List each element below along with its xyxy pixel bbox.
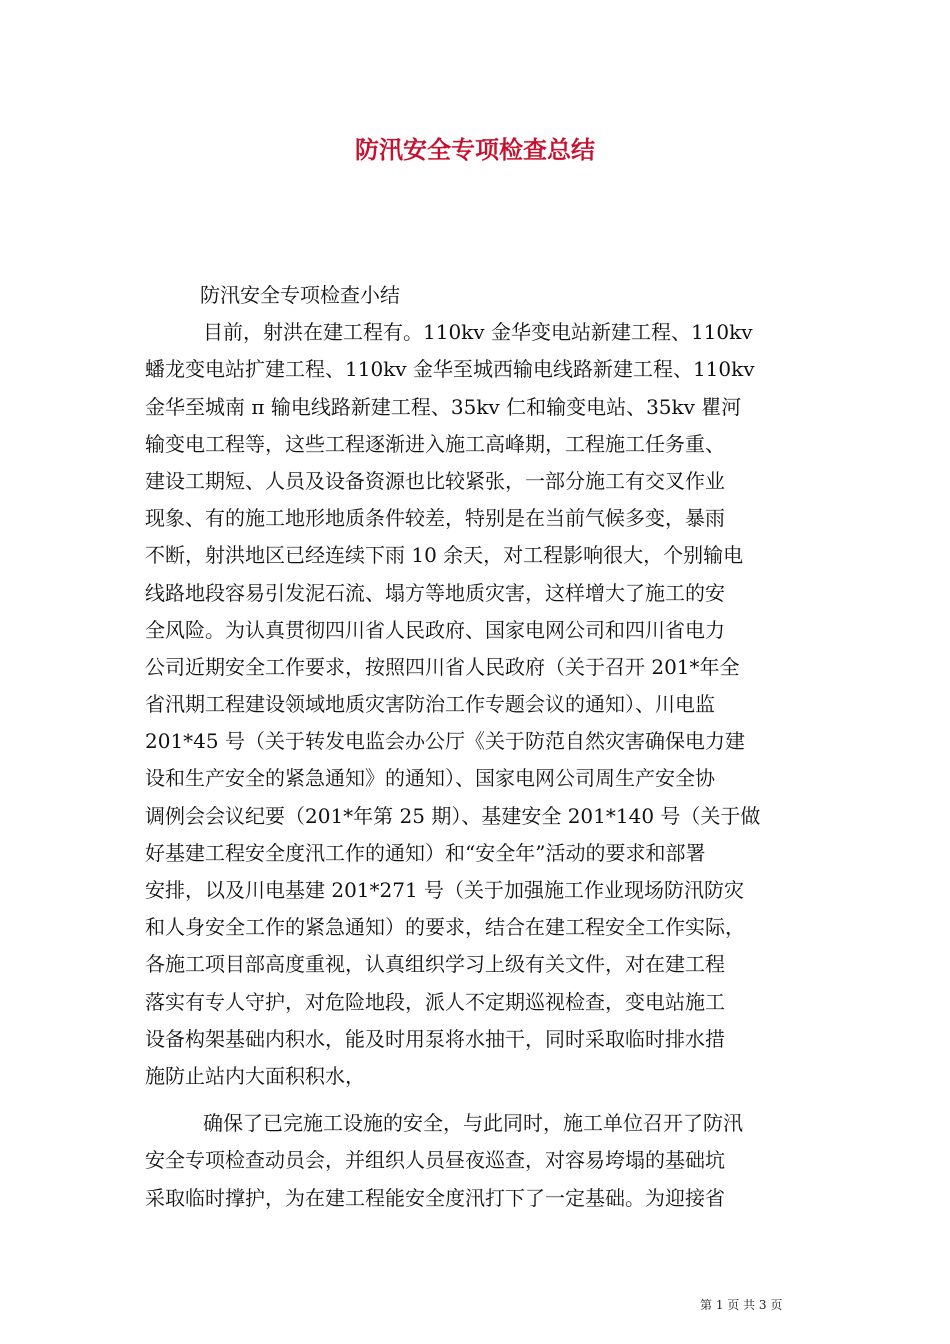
document-body <box>145 277 810 1217</box>
paragraph-line: 设备构架基础内积水，能及时用泵将水抽干，同时采取临时排水措 <box>145 1026 725 1051</box>
paragraph-line: 调例会会议纪要（201*年第 25 期）、基建安全 201*140 号（关于做 <box>145 803 761 828</box>
paragraph-line: 和人身安全工作的紧急通知）的要求，结合在建工程安全工作实际， <box>145 915 745 940</box>
paragraph-line: 201*45 号（关于转发电监会办公厅《关于防范自然灾害确保电力建 <box>145 729 745 754</box>
paragraph-1 <box>145 314 810 1095</box>
paragraph-line: 各施工项目部高度重视，认真组织学习上级有关文件，对在建工程 <box>145 952 725 977</box>
paragraph-2 <box>145 1105 810 1217</box>
paragraph-line: 省汛期工程建设领域地质灾害防治工作专题会议的通知）、川电监 <box>145 692 715 717</box>
paragraph-line: 公司近期安全工作要求，按照四川省人民政府（关于召开 201*年全 <box>145 654 740 679</box>
document-title: 防汛安全专项检查总结 <box>355 136 595 164</box>
document-subtitle: 防汛安全专项检查小结 <box>200 283 400 307</box>
paragraph-line: 确保了已完施工设施的安全，与此同时，施工单位召开了防汛 <box>203 1111 743 1136</box>
paragraph-line: 输变电工程等，这些工程逐渐进入施工高峰期，工程施工任务重、 <box>145 431 725 456</box>
paragraph-line: 金华至城南 π 输电线路新建工程、35kv 仁和输变电站、35kv 瞿河 <box>145 394 742 419</box>
paragraph-line: 好基建工程安全度汛工作的通知）和“安全年”活动的要求和部署 <box>145 840 706 865</box>
paragraph-line: 安排，以及川电基建 201*271 号（关于加强施工作业现场防汛防灾 <box>145 878 745 902</box>
paragraph-line: 设和生产安全的紧急通知》的通知）、国家电网公司周生产安全协 <box>145 766 715 791</box>
paragraph-line: 不断，射洪地区已经连续下雨 10 余天，对工程影响很大，个别输电 <box>145 543 744 568</box>
paragraph-line: 施防止站内大面积积水， <box>145 1063 365 1088</box>
paragraph-line: 建设工期短、人员及设备资源也比较紧张，一部分施工有交叉作业 <box>145 468 725 493</box>
paragraph-line: 采取临时撑护，为在建工程能安全度汛打下了一定基础。为迎接省 <box>145 1185 725 1210</box>
paragraph-line: 现象、有的施工地形地质条件较差，特别是在当前气候多变，暴雨 <box>145 506 725 531</box>
paragraph-line: 蟠龙变电站扩建工程、110kv 金华至城西输电线路新建工程、110kv <box>145 357 755 382</box>
paragraph-line: 落实有专人守护，对危险地段，派人不定期巡视检查，变电站施工 <box>145 989 725 1014</box>
paragraph-line: 目前，射洪在建工程有。110kv 金华变电站新建工程、110kv <box>203 320 753 345</box>
page-number: 第 1 页 共 3 页 <box>700 1298 783 1312</box>
paragraph-line: 全风险。为认真贯彻四川省人民政府、国家电网公司和四川省电力 <box>145 617 725 642</box>
paragraph-line: 线路地段容易引发泥石流、塌方等地质灾害，这样增大了施工的安 <box>145 580 725 605</box>
paragraph-gap <box>145 1095 810 1105</box>
paragraph-line: 安全专项检查动员会，并组织人员昼夜巡查，对容易垮塌的基础坑 <box>145 1148 725 1173</box>
